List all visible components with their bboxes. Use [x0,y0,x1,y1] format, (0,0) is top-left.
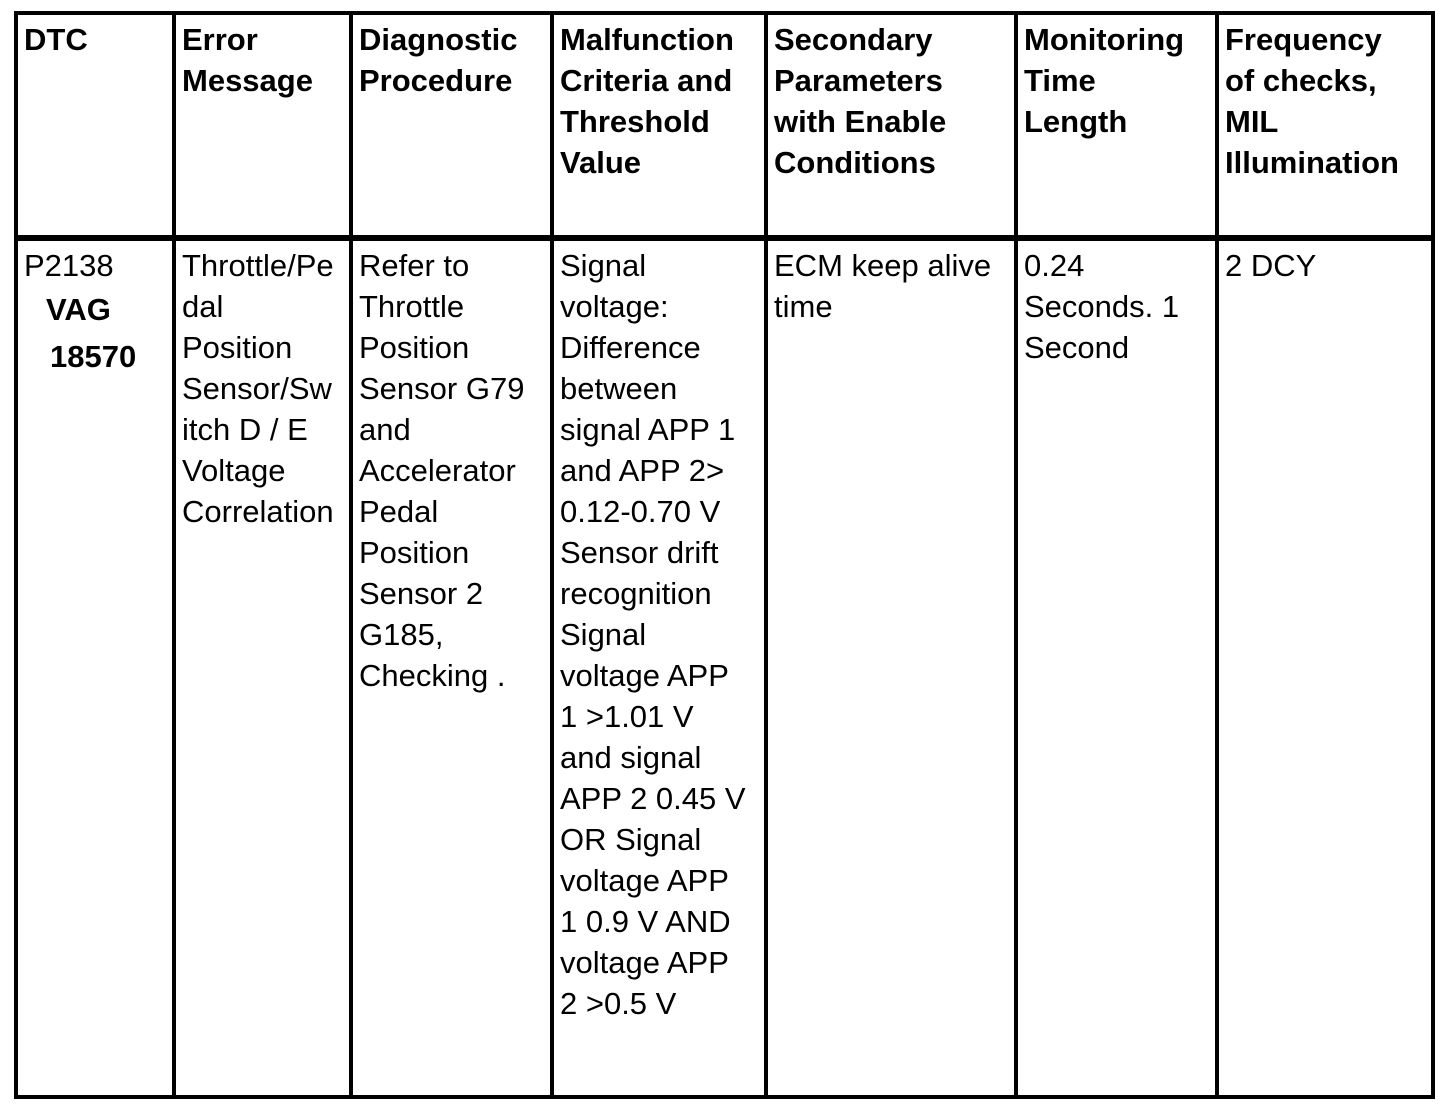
header-dtc: DTC [16,13,174,238]
header-row [16,13,1433,238]
cell-monitoring-time: 0.24 Seconds. 1 Second [1016,238,1217,1097]
table-row [16,238,1433,1097]
dtc-vag-label: VAG [46,292,111,327]
header-monitoring-time: Monitoring Time Length [1016,13,1217,238]
cell-error-message: Throttle/Pe dal Position Sensor/Sw itch D / E Voltage Correlation [174,238,351,1097]
dtc-code: P2138 [24,248,114,283]
header-secondary-parameters: Secondary Parameters with Enable Conditions [766,13,1016,238]
cell-frequency-mil: 2 DCY [1217,238,1433,1097]
header-frequency-mil: Frequency of checks, MIL Illumination [1217,13,1433,238]
header-diagnostic-procedure: Diagnostic Procedure [351,13,552,238]
dtc-table [14,11,1435,1099]
header-error-message: Error Message [174,13,351,238]
header-malfunction-criteria: Malfunction Criteria and Threshold Value [552,13,766,238]
cell-diagnostic-procedure: Refer to Throttle Position Sensor G79 and Accelerator Pedal Position Sensor 2 G185, Checking . [351,238,552,1097]
cell-malfunction-criteria: Signal voltage: Difference between signal APP 1 and APP 2> 0.12-0.70 V Sensor drift recognition Signal voltage APP 1 >1.01 V and signal APP 2 0.45 V OR Signal voltage APP 1 0.9 V AND voltage APP 2 >0.5 V [552,238,766,1097]
cell-dtc [16,238,174,1097]
cell-secondary-parameters: ECM keep alive time [766,238,1016,1097]
dtc-vag-code: 18570 [50,339,137,374]
